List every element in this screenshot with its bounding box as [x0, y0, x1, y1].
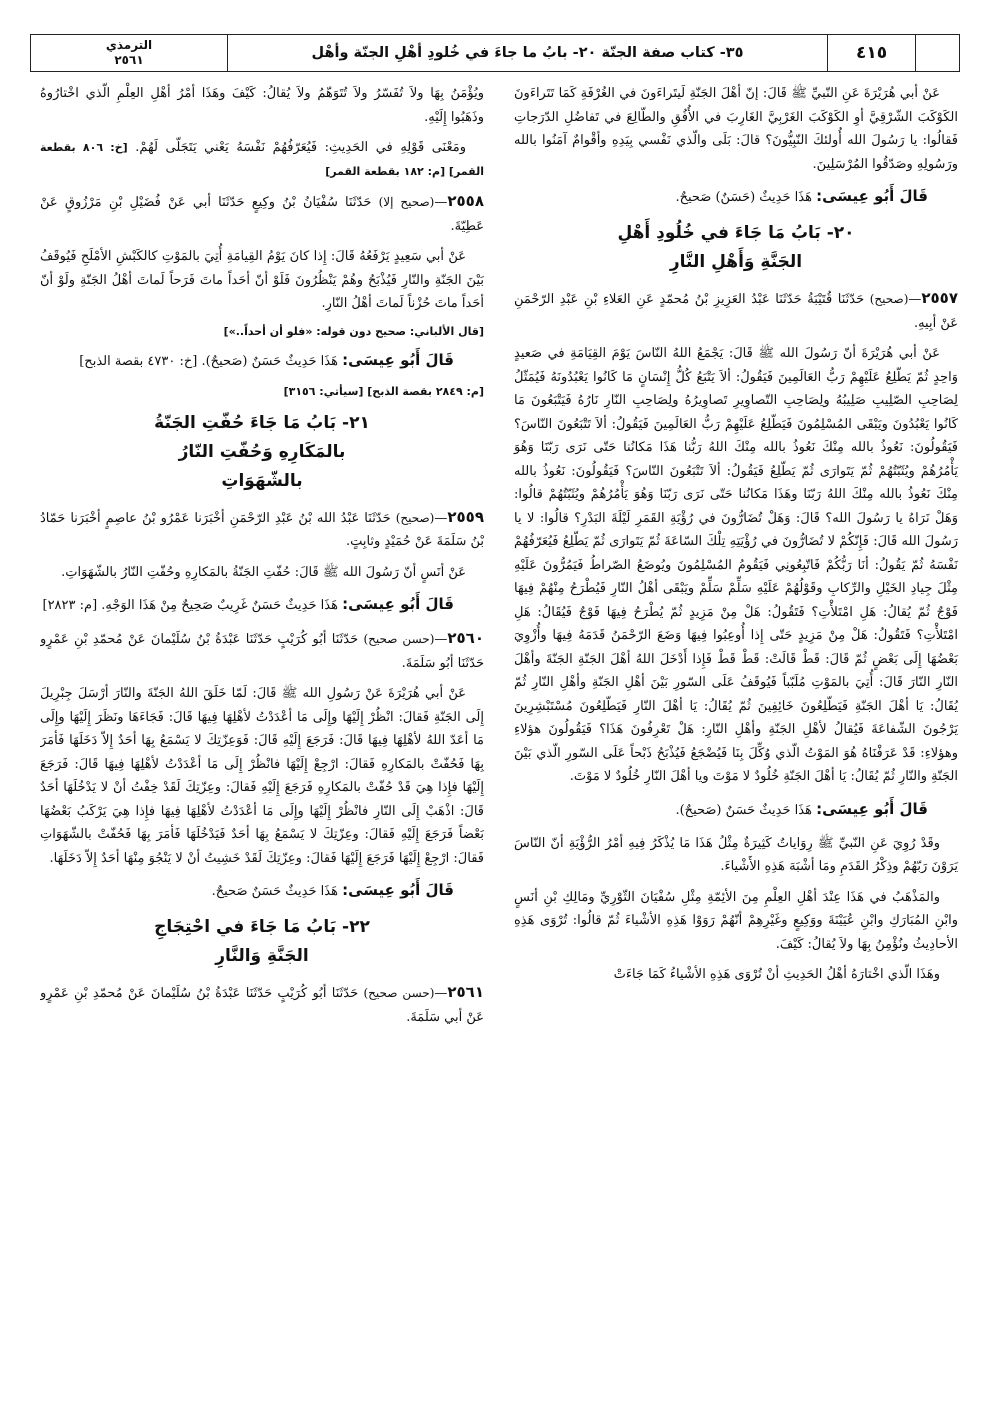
- verdict-text: هَذَا حَدِيثٌ حَسَنٌ (صَحيحٌ). [خ: ٤٧٣٠ بقصة الذبح]: [79, 353, 338, 369]
- isnad-text: حَدّثَنَا عَبْدُ الله بْنُ عَبْدِ الرّحْمَنِ أخْبَرَنا عَمْرُو بْنُ عاصِمٍ أخْبَرَنا حَمّادُ بْنُ سَلَمَةَ عَنْ حُمَيْدٍ وثابِتٍ.: [40, 510, 484, 549]
- isnad-text: حَدّثَنَا أبُو كُرَيْبٍ حَدّثَنَا عَبْدَةُ بْنُ سُلَيْمانَ عَنْ مُحمّدِ بْنِ عَمْرٍو حَدّثَنَا أبُو سَلَمَةَ.: [40, 632, 484, 671]
- hadith-number: ٢٥٦٠: [447, 629, 484, 647]
- verdict: [514, 183, 958, 211]
- cross-reference: [م: ٢٨٤٩ بقصة الذبح] [سيأتي: ٣١٥٦]: [283, 384, 484, 398]
- hadith-text: عَنْ أنَسٍ أنّ رَسُولَ الله ﷺ قَالَ: حُفّتِ الجَنّةُ بالمَكارِهِ وحُفّتِ النّارُ بالشّهَوَاتِ.: [61, 564, 466, 580]
- hadith-isnad-2560: ٢٥٦٠—(حسن صحيح) حَدّثَنَا أبُو كُرَيْبٍ حَدّثَنَا عَبْدَةُ بْنُ سُلَيْمانَ عَنْ مُحمّدِ بْنِ عَمْرٍو حَدّثَنَا أبُو سَلَمَةَ.: [40, 629, 484, 671]
- verdict: [514, 796, 958, 824]
- hadith-grade: (صحيح إلا): [378, 195, 435, 209]
- header-reference: [31, 35, 227, 71]
- verdict-label: قَالَ أَبُو عِيسَى:: [816, 799, 928, 818]
- verdict-label: قَالَ أَبُو عِيسَى:: [342, 595, 454, 613]
- verdict-label: قَالَ أَبُو عِيسَى:: [816, 187, 928, 205]
- hadith-grade: (حسن صحيح): [363, 632, 435, 646]
- verdict-label: قَالَ أَبُو عِيسَى:: [342, 350, 454, 369]
- hadith-isnad-2559: ٢٥٥٩—(صحيح) حَدّثَنَا عَبْدُ الله بْنُ عَبْدِ الرّحْمَنِ أخْبَرَنا عَمْرُو بْنُ عاصِمٍ أخْبَرَنا حَمّادُ بْنُ سَلَمَةَ عَنْ حُمَيْدٍ وثابِتٍ.: [40, 507, 484, 549]
- left-column: [40, 82, 498, 1372]
- chapter-heading-20: [514, 219, 958, 277]
- right-column: [502, 82, 960, 1372]
- isnad-text: حَدّثَنَا قُتَيْبَةُ حَدّثَنَا عَبْدُ العَزِيزِ بْنُ مُحمّدٍ عَنِ العَلاءِ بْنِ عَبْدِ الرّحْمَنِ عَنْ أبِيهِ.: [514, 292, 958, 331]
- header-blank-cell: [915, 35, 959, 71]
- header-ref-book: الترمذي: [105, 38, 153, 52]
- hadith-isnad-2558: ٢٥٥٨—(صحيح إلا) حَدّثَنَا سُفْيَانُ بْنُ وكِيعٍ حَدّثَنَا أبي عَنْ فُضَيْلِ بْنِ مَرْزُوقٍ عَنْ عَطِيّةَ.: [40, 192, 484, 234]
- isnad-text: حَدّثَنَا سُفْيَانُ بْنُ وكِيعٍ حَدّثَنَا أبي عَنْ فُضَيْلِ بْنِ مَرْزُوقٍ عَنْ عَطِيّةَ.: [40, 195, 484, 234]
- hadith-isnad-2557: ٢٥٥٧—(صحيح) حَدّثَنَا قُتَيْبَةُ حَدّثَنَا عَبْدُ العَزِيزِ بْنُ مُحمّدٍ عَنِ العَلاءِ بْنِ عَبْدِ الرّحْمَنِ عَنْ أبِيهِ.: [514, 289, 958, 331]
- hadith-text: عَنْ أبي هُرَيْرَةَ أنّ رَسُولَ الله ﷺ قَالَ: يَجْمَعُ اللهُ النّاسَ يَوْمَ القِيَامَةِ في صَعيدٍ وَاحِدٍ ثُمّ يَطّلِعُ عَلَيْهِمْ رَبُّ العَالَمِينَ فَيَقُولُ: ألاَ يَتْبَعُ كُلُّ إِنْسَانٍ مَا كَانُوا يَعْبُدُونَهُ فَيُمَثّلُ لِصَاحِبِ الصّلِيبِ صَلِيبُهُ ولِصَاحِبِ التّصاوِيرِ تَصاوِيرُهُ ولِصَاحِبِ النّارِ نَارُهُ فَيَتْبَعُونَ مَا كَانُوا يَعْبُدُونَ ويَبْقَى المُسْلِمُونَ فَيَطّلِعُ عَلَيْهِمْ رَبُّ العَالَمِينَ فَيَقُولُ: ألاَ تَتْبَعُونَ النّاسَ؟ فَيَقُولُونَ: نَعُوذُ بالله مِنْكَ نَعُوذُ بالله مِنْكَ اللهُ رَبُّنا هَذَا مَكانُنا حَتّى نَرَى رَبّنَا وَهُوَ يَأْمُرُهُمْ ويُثَبّتُهُمْ ثُمّ يَتَوارَى ثُمّ يَطّلِعُ فَيَقُولُ: ألاَ تَتْبَعُونَ النّاسَ؟ فَيَقُولُونَ: نَعُوذُ بالله مِنْكَ نَعُوذُ بالله مِنْكَ اللهُ رَبّنَا وهَذَا مَكانُنا حَتّى نَرَى رَبّنَا وَهُوَ يَأْمُرُهُمْ ويُثَبّتُهُمْ قالُوا: وَهَلْ نَرَاهُ يا رَسُولَ الله؟ قَالَ: وَهَلْ تُضَارُّونَ في رُؤْيَةِ القَمَرِ لَيْلَةَ البَدْرِ؟ قالُوا: لا يا رَسُولَ الله قَالَ: فَإِنّكُمْ لا تُضَارُّونَ في رُؤْيَتِهِ تِلْكَ السّاعَةَ ثُمّ يَتَوارَى ثُمّ يَطّلِعُ فَيُعَرّفُهُمْ نَفْسَهُ ثُمّ يَقُولُ: أنَا رَبُّكُمْ فَاتّبِعُونِي فَيَقُومُ المُسْلِمُونَ ويُوضَعُ الصّراطُ فَيَمُرُّونَ عَلَيْهِ مِثْلَ جِيادِ الخَيْلِ والرِّكابِ وقَوْلُهُمْ عَلَيْهِ سَلِّمْ سَلِّمْ ويَبْقَى أهْلُ النّارِ فَيُطْرَحُ مِنْهُمْ فِيهَا فَوْجٌ ثُمّ يُقالُ: هَلِ امْتَلأْتِ؟ فَتَقُولُ: هَلْ مِنْ مَزِيدٍ ثُمّ يُطْرَحُ فِيهَا فَوْجٌ فَيُقَالُ: هَلِ امْتَلأْتِ؟ فَتَقُولُ: هَلْ مِنْ مَزِيدٍ حَتّى إِذا أُوعِبُوا فِيهَا وَضَعَ الرّحْمَنُ قَدَمَهُ فِيهَا وأُزْوِيَ بَعْضُهَا إِلَى بَعْضٍ ثُمّ قَالَ: قَطْ قَالَتْ: قَطْ قَطْ فَإِذا أَدْخَلَ اللهُ أهْلَ الجَنّةِ الجَنّةَ وأهْلَ النّارِ النّارَ قَالَ: أُتِيَ بالمَوْتِ مُلَبّباً فَيُوقَفُ عَلَى السّورِ بَيْنَ أهْلِ الجَنّةِ وأهْلِ النّارِ ثُمّ يُقَالُ: يَا أهْلَ الجَنّةِ فَيَطّلِعُونَ خَائِفِينَ ثُمّ يُقَالُ: يَا أهْلَ النّارِ فَيَطّلِعُونَ مُسْتَبْشِرِينَ يَرْجُونَ الشّفاعَةَ فَيُقالُ لأهْلِ الجَنّةِ وأهْلِ النّارِ: هَلْ تَعْرِفُونَ هَذَا؟ فَيَقُولُونَ هؤلاءِ وهؤلاءِ: قَدْ عَرَفْنَاهُ هُوَ المَوْتُ الّذي وُكِّلَ بِنَا فَيُضْجَعُ فَيُذْبَحُ ذَبْحاً عَلَى السّورِ الّذي بَيْنَ الجَنّةِ والنّارِ ثُمّ يُقَالُ: يَا أهْلَ الجَنّةِ خُلُودٌ لا مَوْتَ ويا أهْلَ النّارِ خُلُودٌ لا مَوْتَ.: [514, 346, 958, 784]
- page-header: [30, 34, 960, 72]
- cross-reference: [خ: ٨٠٦ بقطعة القمر] [م: ١٨٢ بقطعة القمر]: [40, 141, 484, 178]
- chapter-heading-line: ٢٢- بَابُ مَا جَاءَ في احْتِجَاجِ: [154, 917, 370, 937]
- header-ref-number: ٢٥٦١: [114, 53, 144, 67]
- albani-note: [قال الألباني: صحيح دون قوله: «فلو أن أحداً..»]: [223, 324, 484, 338]
- verdict-label: قَالَ أَبُو عِيسَى:: [342, 881, 454, 899]
- verdict-text: هَذَا حَدِيثٌ (حَسَنٌ) صَحيحٌ.: [675, 190, 812, 205]
- commentary-text: [40, 136, 484, 183]
- book-page: [30, 34, 960, 1374]
- verdict: [40, 591, 484, 619]
- page-number: ٤١٥: [827, 35, 915, 71]
- hadith-grade: (صحيح): [395, 510, 435, 525]
- commentary-text: وقَدْ رُوِيَ عَنِ النّبيِّ ﷺ رِوَاياتٌ كَثِيرَةٌ مِثْلُ هَذَا مَا يُذْكَرُ فِيهِ أمْرُ الرُّؤْيَةِ أنّ النّاسَ يَرَوْنَ رَبّهُمْ وذِكْرُ القَدَمِ ومَا أشْبَهَ هَذِهِ الأَشْياءَ.: [514, 835, 958, 874]
- chapter-heading-line: بالشّهَوَاتِ: [221, 470, 303, 491]
- chapter-heading-line: بالمَكَارِهِ وَحُفّتِ النّارُ: [178, 441, 346, 462]
- hadith-text: عَنْ أبي هُرَيْرَةَ عَنْ رَسُولِ الله ﷺ قَالَ: لَمّا خَلَقَ اللهُ الجَنّةَ والنّارَ أرْسَلَ جِبْرِيلَ إِلَى الجَنّةِ فَقالَ: انْظُرْ إِلَيْهَا وإِلَى مَا أعْدَدْتُ لأهْلِهَا فِيهَا قَالَ: فَجَاءَهَا ونَظَرَ إِلَيْهَا وإِلَى مَا أعَدّ اللهُ لأهْلِهَا فِيهَا قَالَ: فَرَجَعَ إِلَيْهِ قَالَ: فَوَعِزّتِكَ لا يَسْمَعُ بِهَا أحَدٌ إِلاّ دَخَلَهَا فَأمَرَ بِهَا فَحُفّتْ بالمَكارِهِ فَقالَ: ارْجِعْ إِلَيْهَا فانْظُرْ إِلَى مَا أعْدَدْتُ لأهْلِهَا فِيهَا قَالَ: فَرَجَعَ إِلَيْهَا فإِذا هِيَ قَدْ حُفّتْ بالمَكارِهِ فَرَجَعَ إِلَيْهِ فَقالَ: وعِزّتِكَ لَقَدْ خِفْتُ أنْ لا يَدْخُلَهَا أحَدٌ قَالَ: اذْهَبْ إِلَى النّارِ فانْظُرْ إِلَيْهَا وإِلَى مَا أعْدَدْتُ لأهْلِهَا فِيهَا فإِذا هِيَ يَرْكَبُ بَعْضُهَا بَعْضاً فَرَجَعَ إِلَيْهِ فَقالَ: وعِزّتِكَ لا يَسْمَعُ بِهَا أحَدٌ فَيَدْخُلَهَا فَأمَرَ بِهَا فَحُفّتْ بالشّهَوَاتِ فَقالَ: ارْجِعْ إِلَيْهَا فَرَجَعَ إِلَيْهَا فَقالَ: وعِزّتِكَ لَقَدْ خَشِيتُ أنْ لا يَنْجُوَ مِنْهَا أحَدٌ إِلاّ دَخَلَهَا.: [40, 686, 484, 866]
- hadith-text: عَنْ أبي هُرَيْرَةَ عَنِ النّبيِّ ﷺ قَالَ: إنّ أهْلَ الجَنّةِ لَيتَراءَونَ في الغُرْفَةِ كَمَا تَتَراءَونَ الكَوْكَبَ الشّرْقِيَّ أوِ الكَوْكَبَ الغَرْبِيَّ الغَارِبَ في الأُفُقِ والطّالِعَ في تَفاضُلِ الدّرَجاتِ فَقالُوا: يا رَسُولَ الله أُولئكَ النّبِيُّونَ؟ قالَ: بَلَى والّذي نَفْسي بِيَدِهِ وأقْوامٌ آمَنُوا بالله ورَسُولِهِ وصَدّقُوا المُرْسَلِينَ.: [514, 86, 958, 172]
- hadith-text: عَنْ أبي سَعِيدٍ يَرْفَعُهُ قَالَ: إِذا كانَ يَوْمُ القِيامَةِ أُتِيَ بالمَوْتِ كالكَبْشِ الأمْلَحِ فَيُوقَفُ بَيْنَ الجَنّةِ والنّارِ فَيُذْبَحُ وهُمْ يَنْظُرُونَ فَلَوْ أنّ أحَداً ماتَ فَرَحاً لَماتَ أهْلُ الجَنّةِ ولَوْ أنّ أحَداً ماتَ حُزْناً لَماتَ أهْلُ النّارِ.: [40, 249, 484, 311]
- hadith-grade: (صحيح): [869, 292, 909, 306]
- isnad-text: حَدّثَنَا أبُو كُرَيْبٍ حَدّثَنَا عَبْدَةُ بْنُ سُلَيْمانَ عَنْ مُحمّدِ بْنِ عَمْرٍو عَنْ أبي سَلَمَةَ.: [40, 986, 484, 1025]
- hadith-number: ٢٥٥٨: [447, 192, 484, 210]
- verdict-text: هَذَا حَدِيثٌ حَسَنٌ (صَحيحٌ).: [675, 802, 812, 818]
- chapter-heading-22: [40, 913, 484, 971]
- hadith-number: ٢٥٥٧: [921, 289, 958, 307]
- hadith-isnad-2561: ٢٥٦١—(حسن صحيح) حَدّثَنَا أبُو كُرَيْبٍ حَدّثَنَا عَبْدَةُ بْنُ سُلَيْمانَ عَنْ مُحمّدِ بْنِ عَمْرٍو عَنْ أبي سَلَمَةَ.: [40, 983, 484, 1025]
- commentary-body: ومَعْنَى قَوْلِهِ في الحَدِيثِ: فَيُعَرّفُهُمْ نَفْسَهُ يَعْني يَتَجَلّى لَهُمْ.: [135, 140, 466, 155]
- hadith-number: ٢٥٦١: [447, 983, 484, 1001]
- hadith-grade: (حسن صحيح): [363, 986, 435, 1000]
- hadith-number: ٢٥٥٩: [447, 507, 484, 526]
- chapter-heading-line: الجَنَّةِ وَأَهْلِ النَّارِ: [669, 252, 803, 272]
- commentary-text: والمَذْهَبُ في هَذَا عِنْدَ أهْلِ العِلْمِ مِنَ الأئِمّةِ مِثْلِ سُفْيَانَ الثّوْرِيِّ ومَالِكِ بْنِ أنَسٍ وابْنِ المُبَارَكِ وابْنِ عُيَيْنَةَ ووَكِيعٍ وغَيْرِهِمْ أنّهُمْ رَوَوْا هَذِهِ الأشْياءَ ثُمّ قالُوا: تُرْوَى هَذِهِ الأحادِيثُ ونُؤْمِنُ بِهَا ولاَ يُقالُ: كَيْفَ.: [514, 889, 958, 952]
- chapter-heading-line: ٢٠- بَابُ مَا جَاءَ في خُلُودِ أَهْلِ: [617, 223, 855, 243]
- verdict: [40, 347, 484, 375]
- chapter-heading-21: [40, 409, 484, 496]
- verdict: [40, 877, 484, 905]
- verdict-text: هَذَا حَدِيثٌ حَسَنٌ صَحيحٌ.: [211, 884, 338, 899]
- chapter-heading-line: ٢١- بَابُ مَا جَاءَ حُفّتِ الجَنّةُ: [154, 412, 370, 433]
- verdict-text: هَذَا حَدِيثٌ حَسَنٌ غَرِيبٌ صَحِيحٌ مِنْ هَذَا الوَجْهِ. [م: ٢٨٢٣]: [42, 598, 338, 613]
- commentary-text: ويُؤْمَنُ بِهَا ولاَ تُفَسّرُ ولاَ تُتَوَهّمُ ولاَ يُقالُ: كَيْفَ وهَذَا أمْرُ أهْلِ العِلْمِ الّذي اخْتارُوهُ وذَهَبُوا إِلَيْهِ.: [40, 86, 484, 125]
- chapter-heading-line: الجَنَّةِ وَالنَّارِ: [215, 946, 309, 966]
- running-title: ٣٥- كتاب صفة الجنّة ٢٠- بابُ ما جاءَ في خُلودِ أهْلِ الجنّة وأهْل: [227, 35, 827, 71]
- commentary-text: وهَذَا الّذي اخْتارَهُ أهْلُ الحَدِيثِ أنْ تُرْوَى هَذِهِ الأشْياءُ كَمَا جَاءَتْ: [613, 967, 940, 982]
- text-columns: [30, 82, 960, 1372]
